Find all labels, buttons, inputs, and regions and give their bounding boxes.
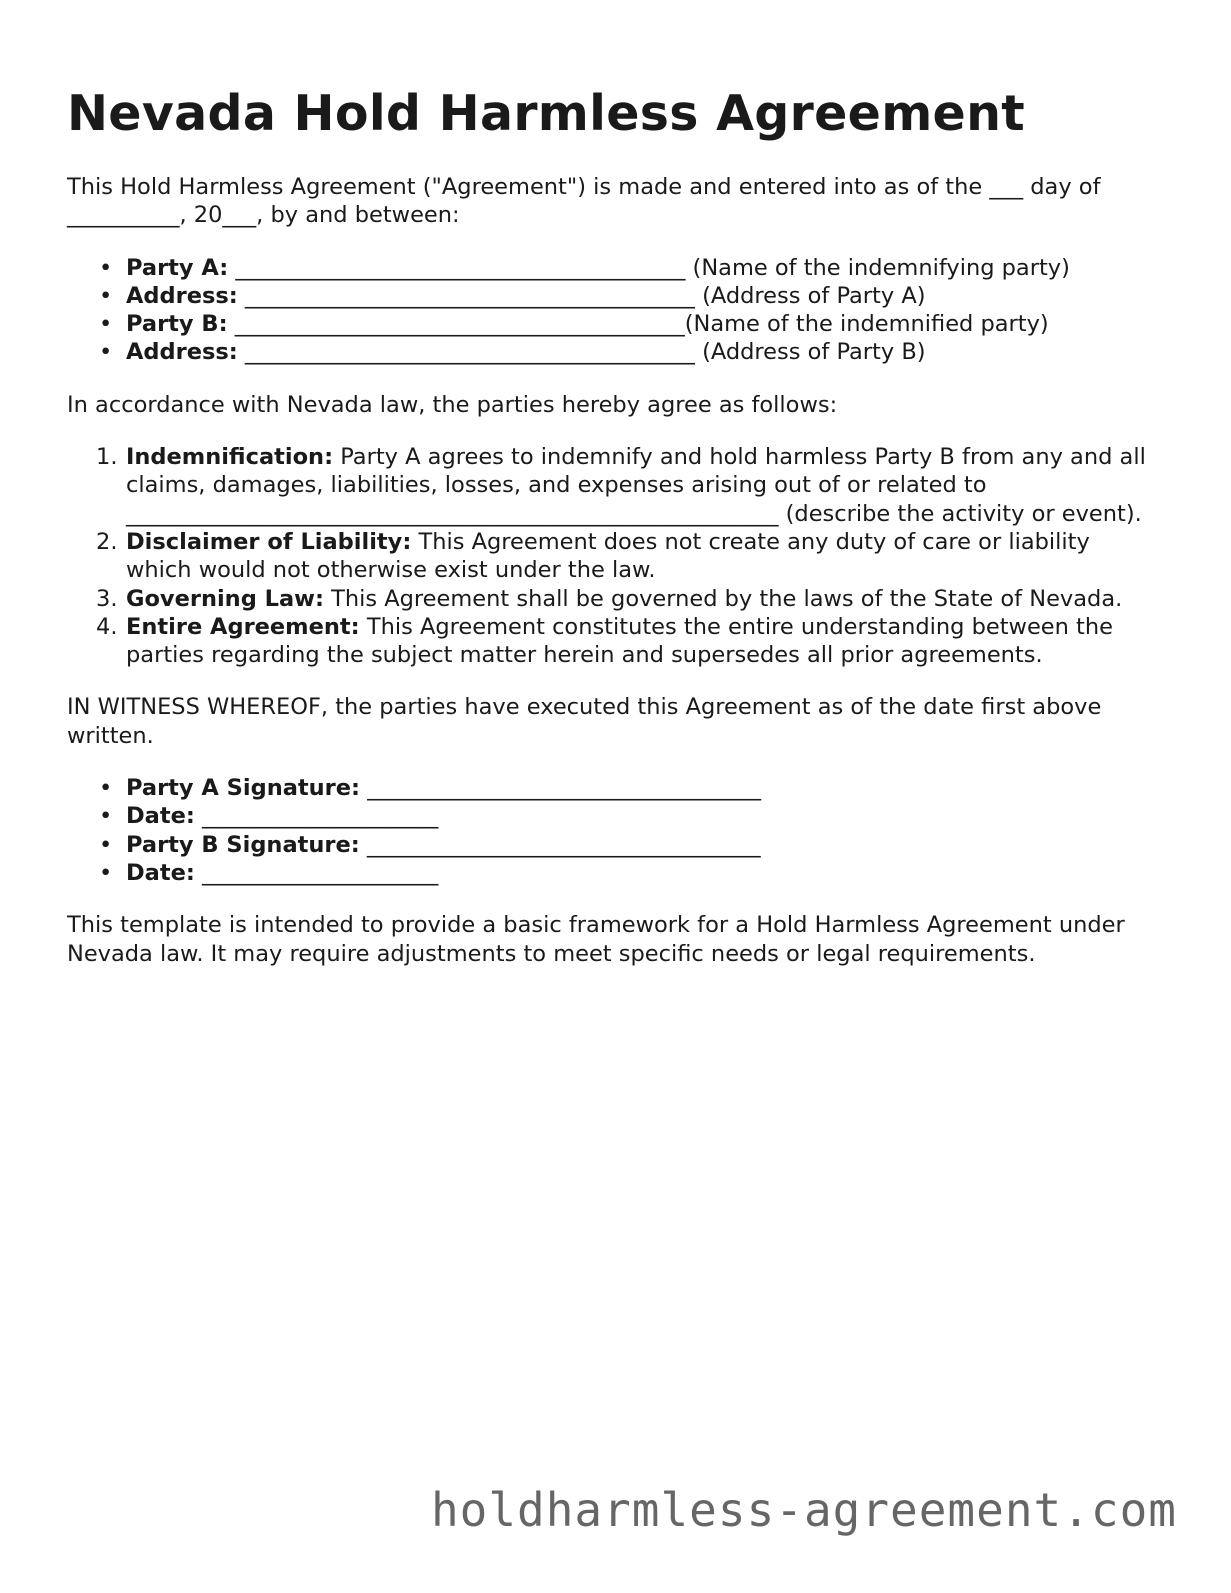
page-title: Nevada Hold Harmless Agreement xyxy=(67,85,1025,142)
clause-item xyxy=(67,585,1157,613)
accordance-paragraph: In accordance with Nevada law, the parties hereby agree as follows: xyxy=(67,391,838,418)
party-label: Party A: xyxy=(126,254,229,281)
party-label: Address: xyxy=(126,339,238,366)
party-note: (Address of Party A) xyxy=(694,282,926,309)
clauses-list xyxy=(67,443,1157,669)
signatures-list xyxy=(67,774,1157,887)
list-item xyxy=(67,254,1157,282)
list-item xyxy=(67,338,1157,366)
clause-text: This Agreement constitutes the entire understanding between the parties regarding the subject matter herein and supersedes all prior agreements. xyxy=(126,613,1113,669)
party-label: Party B: xyxy=(126,311,228,338)
signature-blank[interactable]: ___________________________________ xyxy=(366,831,761,858)
signature-item xyxy=(67,859,1157,887)
signature-label: Date: xyxy=(126,803,195,830)
clause-heading: Disclaimer of Liability: xyxy=(126,528,412,555)
list-item xyxy=(67,310,1157,338)
document-page xyxy=(67,82,1157,968)
party-blank: ________________________________________ xyxy=(235,254,686,281)
party-note: (Name of the indemnified party) xyxy=(684,311,1049,338)
signature-label: Date: xyxy=(126,859,195,886)
intro-paragraph: This Hold Harmless Agreement ("Agreement") is made and entered into as of the ___ day of __________, 20___, by and between: xyxy=(67,174,1101,229)
signature-item xyxy=(67,774,1157,802)
clause-text: This Agreement shall be governed by the laws of the State of Nevada. xyxy=(323,585,1123,612)
clause-item xyxy=(67,528,1157,585)
clause-heading: Entire Agreement: xyxy=(126,613,360,640)
party-note: (Name of the indemnifying party) xyxy=(685,254,1070,281)
party-blank: ________________________________________ xyxy=(244,282,695,309)
party-blank: ________________________________________ xyxy=(234,311,685,338)
signature-label: Party A Signature: xyxy=(126,775,361,802)
watermark-text: holdharmless-agreement.com xyxy=(430,1483,1177,1537)
clause-heading: Indemnification: xyxy=(126,444,334,471)
clause-number: 1. xyxy=(96,444,118,471)
signature-item xyxy=(67,831,1157,859)
clause-number: 2. xyxy=(96,528,118,555)
signature-blank[interactable]: ___________________________________ xyxy=(367,775,761,802)
footer-note: This template is intended to provide a basic framework for a Hold Harmless Agreement under Nevada law. It may require adjustments to meet specific needs or legal requirements. xyxy=(67,912,1125,967)
party-blank: ________________________________________ xyxy=(244,339,695,366)
list-item xyxy=(67,282,1157,310)
party-label: Address: xyxy=(126,282,238,309)
parties-list xyxy=(67,254,1157,367)
clause-text: This Agreement does not create any duty of care or liability which would not otherwise exist under the law. xyxy=(126,528,1090,584)
clause-heading: Governing Law: xyxy=(126,585,324,612)
clause-text: Party A agrees to indemnify and hold harmless Party B from any and all claims, damages, liabilities, losses, and expenses arising out of or related to __________________________________________________________ (describe the activity or event). xyxy=(126,444,1146,527)
party-note: (Address of Party B) xyxy=(694,339,926,366)
clause-number: 3. xyxy=(96,585,118,612)
signature-label: Party B Signature: xyxy=(126,831,360,858)
signature-blank[interactable]: _____________________ xyxy=(202,803,439,830)
witness-paragraph: IN WITNESS WHEREOF, the parties have executed this Agreement as of the date first above written. xyxy=(67,694,1102,749)
clause-number: 4. xyxy=(96,613,118,640)
signature-blank[interactable]: _____________________ xyxy=(202,859,439,886)
clause-item xyxy=(67,613,1157,670)
signature-item xyxy=(67,802,1157,830)
clause-item xyxy=(67,443,1157,528)
